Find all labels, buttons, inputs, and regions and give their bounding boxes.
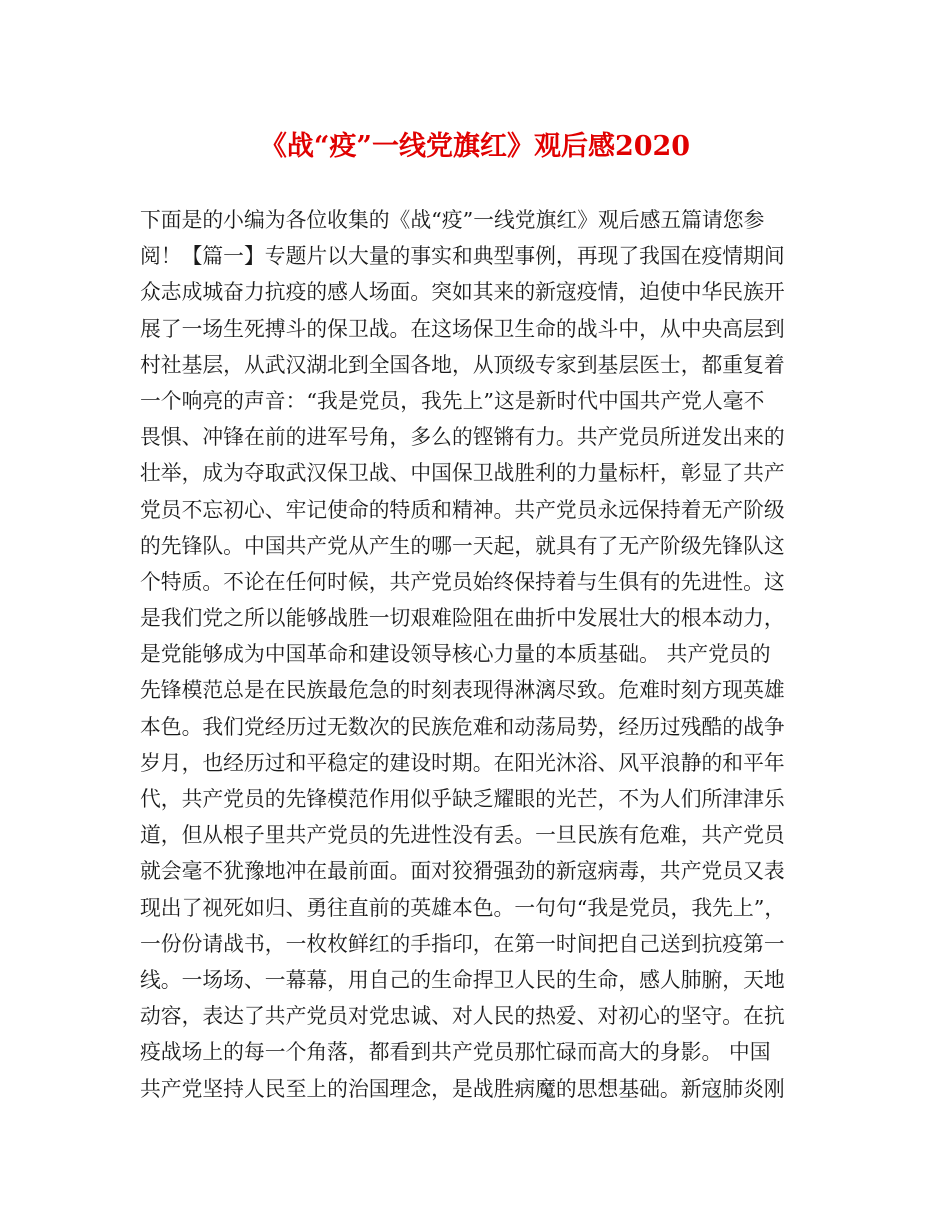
body-text-line: 本色。我们党经历过无数次的民族危难和动荡局势，经历过残酷的战争 <box>140 714 785 739</box>
body-text-line: 是我们党之所以能够战胜一切艰难险阻在曲折中发展壮大的根本动力， <box>140 606 785 631</box>
body-text-line: 壮举，成为夺取武汉保卫战、中国保卫战胜利的力量标杆，彰显了共产 <box>140 461 785 486</box>
body-text-line: 就会毫不犹豫地冲在最前面。面对狡猾强劲的新寇病毒，共产党员又表 <box>140 859 785 884</box>
body-text-line: 线。一场场、一幕幕，用自己的生命捍卫人民的生命，感人肺腑，天地 <box>140 967 785 992</box>
body-text-line: 畏惧、冲锋在前的进军号角，多么的铿锵有力。共产党员所迸发出来的 <box>140 425 785 450</box>
body-text-line: 岁月，也经历过和平稳定的建设时期。在阳光沐浴、风平浪静的和平年 <box>140 750 785 775</box>
document-title: 《战“疫”一线党旗红》观后感2020 <box>259 131 691 162</box>
document-body <box>140 202 830 1107</box>
body-text-line: 疫战场上的每一个角落，都看到共产党员那忙碌而高大的身影。 中国 <box>140 1040 771 1065</box>
body-text-line: 代，共产党员的先锋模范作用似乎缺乏耀眼的光芒，不为人们所津津乐 <box>140 787 785 811</box>
body-text-line: 现出了视死如归、勇往直前的英雄本色。一句句“我是党员，我先上”， <box>140 895 786 920</box>
body-text-line: 是党能够成为中国革命和建设领导核心力量的本质基础。 共产党员的 <box>140 642 771 667</box>
body-text-line: 个特质。不论在任何时候，共产党员始终保持着与生俱有的先进性。这 <box>140 569 785 594</box>
body-text-line: 展了一场生死搏斗的保卫战。在这场保卫生命的战斗中，从中央高层到 <box>140 316 785 341</box>
body-text-line: 党员不忘初心、牢记使命的特质和精神。共产党员永远保持着无产阶级 <box>140 497 785 522</box>
body-text-line: 下面是的小编为各位收集的《战“疫”一线党旗红》观后感五篇请您参 <box>140 208 765 232</box>
body-text-line: 一份份请战书，一枚枚鲜红的手指印，在第一时间把自己送到抗疫第一 <box>140 931 785 956</box>
body-text-line: 道，但从根子里共产党员的先进性没有丢。一旦民族有危难，共产党员 <box>140 823 785 848</box>
body-text-line: 共产党坚持人民至上的治国理念，是战胜病魔的思想基础。新寇肺炎刚 <box>140 1076 785 1101</box>
body-text-line: 一个响亮的声音：“我是党员，我先上”这是新时代中国共产党人毫不 <box>140 388 765 413</box>
body-text-line: 村社基层，从武汉湖北到全国各地，从顶级专家到基层医士，都重复着 <box>140 352 785 377</box>
body-text-line: 众志成城奋力抗疫的感人场面。突如其来的新寇疫情，迫使中华民族开 <box>140 280 785 305</box>
body-text-line: 的先锋队。中国共产党从产生的哪一天起，就具有了无产阶级先锋队这 <box>140 533 785 558</box>
body-text-line: 阅！【篇一】专题片以大量的事实和典型事例，再现了我国在疫情期间 <box>140 244 785 269</box>
body-text-line: 先锋模范总是在民族最危急的时刻表现得淋漓尽致。危难时刻方现英雄 <box>140 678 785 703</box>
body-text-line: 动容，表达了共产党员对党忠诚、对人民的热爱、对初心的坚守。在抗 <box>140 1004 785 1029</box>
